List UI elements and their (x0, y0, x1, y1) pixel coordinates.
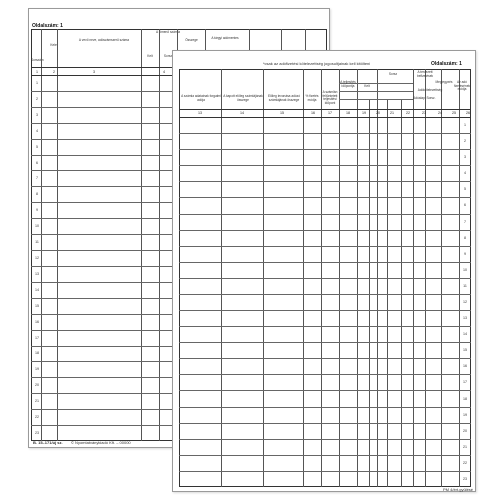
front-header-teljesites-idopont: A teljesítés időpontja (340, 80, 356, 88)
front-row-number: 16 (463, 364, 467, 369)
front-colnum-17: 17 (328, 111, 332, 115)
back-row-number: 12 (35, 256, 39, 260)
front-row-number: 3 (464, 155, 466, 160)
back-header-kimeno-szamla: A kimenő számla (155, 30, 181, 34)
back-row-number: 1 (36, 80, 38, 85)
back-row-number: 18 (35, 351, 39, 356)
front-row-number: 9 (464, 251, 466, 256)
back-row-number: 20 (35, 383, 39, 388)
back-colnum-1: 1 (36, 70, 38, 74)
front-header-adofizetes: Az adó fizetésének módja (453, 80, 471, 92)
front-row-number: 1 (464, 123, 466, 128)
back-row-number: 19 (35, 367, 39, 372)
back-row-number: 4 (36, 128, 38, 133)
front-colnum-20: 20 (376, 111, 380, 115)
front-colnum-21: 21 (390, 111, 394, 115)
front-header-kapott: A kapott előleg számlájának összege (223, 94, 263, 102)
front-row-number: 11 (463, 283, 467, 288)
back-row-number: 7 (36, 176, 38, 181)
front-colnum-26: 26 (466, 111, 470, 115)
back-row-number: 11 (35, 240, 39, 245)
front-sheet (172, 50, 476, 492)
front-row-number: 17 (463, 380, 467, 385)
back-row-number: 14 (35, 287, 39, 292)
front-row-number: 5 (464, 187, 466, 192)
front-row-number: 19 (463, 412, 467, 417)
back-header-vevo: A vevő neve, adószámszerű száma (78, 38, 130, 42)
back-header-osszege: Összege (185, 38, 198, 42)
front-row-number: 23 (463, 476, 467, 481)
front-header-adoalap: Adóalap (413, 96, 425, 100)
front-footer-note: PM 4/ért.gyülésé (443, 487, 474, 492)
front-row-number: 12 (463, 300, 467, 304)
back-row-number: 2 (36, 96, 38, 101)
front-colnum-23: 23 (422, 111, 426, 115)
front-header-forgalmi: A számla adatainak forgalmi adója (181, 94, 221, 102)
back-row-number: 16 (35, 319, 39, 324)
front-title: *csak az adófizetési kötelezettség jogosultjainak kell kitölteni (263, 61, 371, 66)
back-header-targyi: A tárgyi adómentes (211, 36, 239, 40)
back-sub-kelt: Kelt (147, 54, 153, 58)
front-table-grid (179, 69, 471, 487)
front-row-number: 21 (463, 444, 467, 449)
front-header-sorsz: Sorsz (388, 72, 398, 76)
back-row-number: 10 (35, 224, 39, 229)
front-colnum-24: 24 (438, 111, 442, 115)
front-colnum-14: 14 (240, 111, 244, 115)
front-row-number: 15 (463, 348, 467, 353)
back-colnum-3: 3 (93, 70, 95, 74)
back-sub-sorsz: Sorsz (163, 54, 173, 58)
back-colnum-2: 2 (53, 70, 55, 74)
back-footer-code: B. 15–171/új sz. (33, 440, 63, 445)
front-row-number: 4 (464, 171, 466, 176)
back-row-number: 9 (36, 208, 38, 213)
front-header-teljesites: A számlán feltüntetett teljesítési időpont (322, 90, 338, 105)
front-colnum-25: 25 (452, 111, 456, 115)
back-row-number: 5 (36, 144, 38, 149)
front-colnum-13: 13 (198, 111, 202, 115)
front-row-number: 2 (464, 139, 466, 144)
front-header-adokotelezettseg: Adókötelezettség (417, 88, 443, 92)
front-header-tervezett: A tervezett befizetések (416, 70, 434, 78)
front-header-fizetes: % fizetés módja (305, 94, 319, 102)
back-header-kelet: Kelet (50, 43, 58, 47)
front-header-levonas: Előleg levonása adózó számlájának összege (267, 94, 301, 102)
back-row-number: 8 (36, 192, 38, 197)
front-header-megjegyzes: Megjegyzés (435, 80, 453, 84)
front-colnum-15: 15 (280, 111, 284, 115)
front-colnum-19: 19 (362, 111, 366, 115)
back-colnum-4: 4 (163, 70, 165, 74)
front-colnum-16: 16 (311, 111, 315, 115)
back-header-sorszam: Sorszám (31, 58, 44, 62)
front-colnum-22: 22 (406, 111, 410, 115)
back-row-number: 15 (35, 303, 39, 308)
front-row-number: 6 (464, 203, 466, 208)
front-header-sorsz2: Sorsz. (426, 96, 436, 100)
back-row-number: 23 (35, 431, 39, 436)
back-page-label: Oldalszám: 1 (32, 23, 63, 29)
front-row-number: 22 (463, 460, 467, 465)
front-row-number: 10 (463, 267, 467, 272)
back-row-number: 6 (36, 160, 38, 165)
front-row-number: 13 (463, 316, 467, 321)
front-row-number: 18 (463, 396, 467, 401)
back-footer-note: © Nyomtatványkiadó Kft. – 00000 (71, 440, 131, 445)
back-row-number: 17 (35, 335, 39, 340)
front-row-number: 14 (463, 332, 467, 337)
front-row-number: 8 (464, 235, 466, 240)
back-row-number: 13 (35, 271, 39, 276)
front-row-number: 7 (464, 219, 466, 224)
front-page-label: Oldalszám: 1 (431, 61, 462, 67)
back-row-number: 3 (36, 112, 38, 117)
front-row-number: 20 (463, 428, 467, 433)
front-colnum-18: 18 (346, 111, 350, 115)
front-header-kelt: Kelt (364, 84, 370, 88)
back-row-number: 21 (35, 399, 39, 404)
back-row-number: 22 (35, 415, 39, 420)
